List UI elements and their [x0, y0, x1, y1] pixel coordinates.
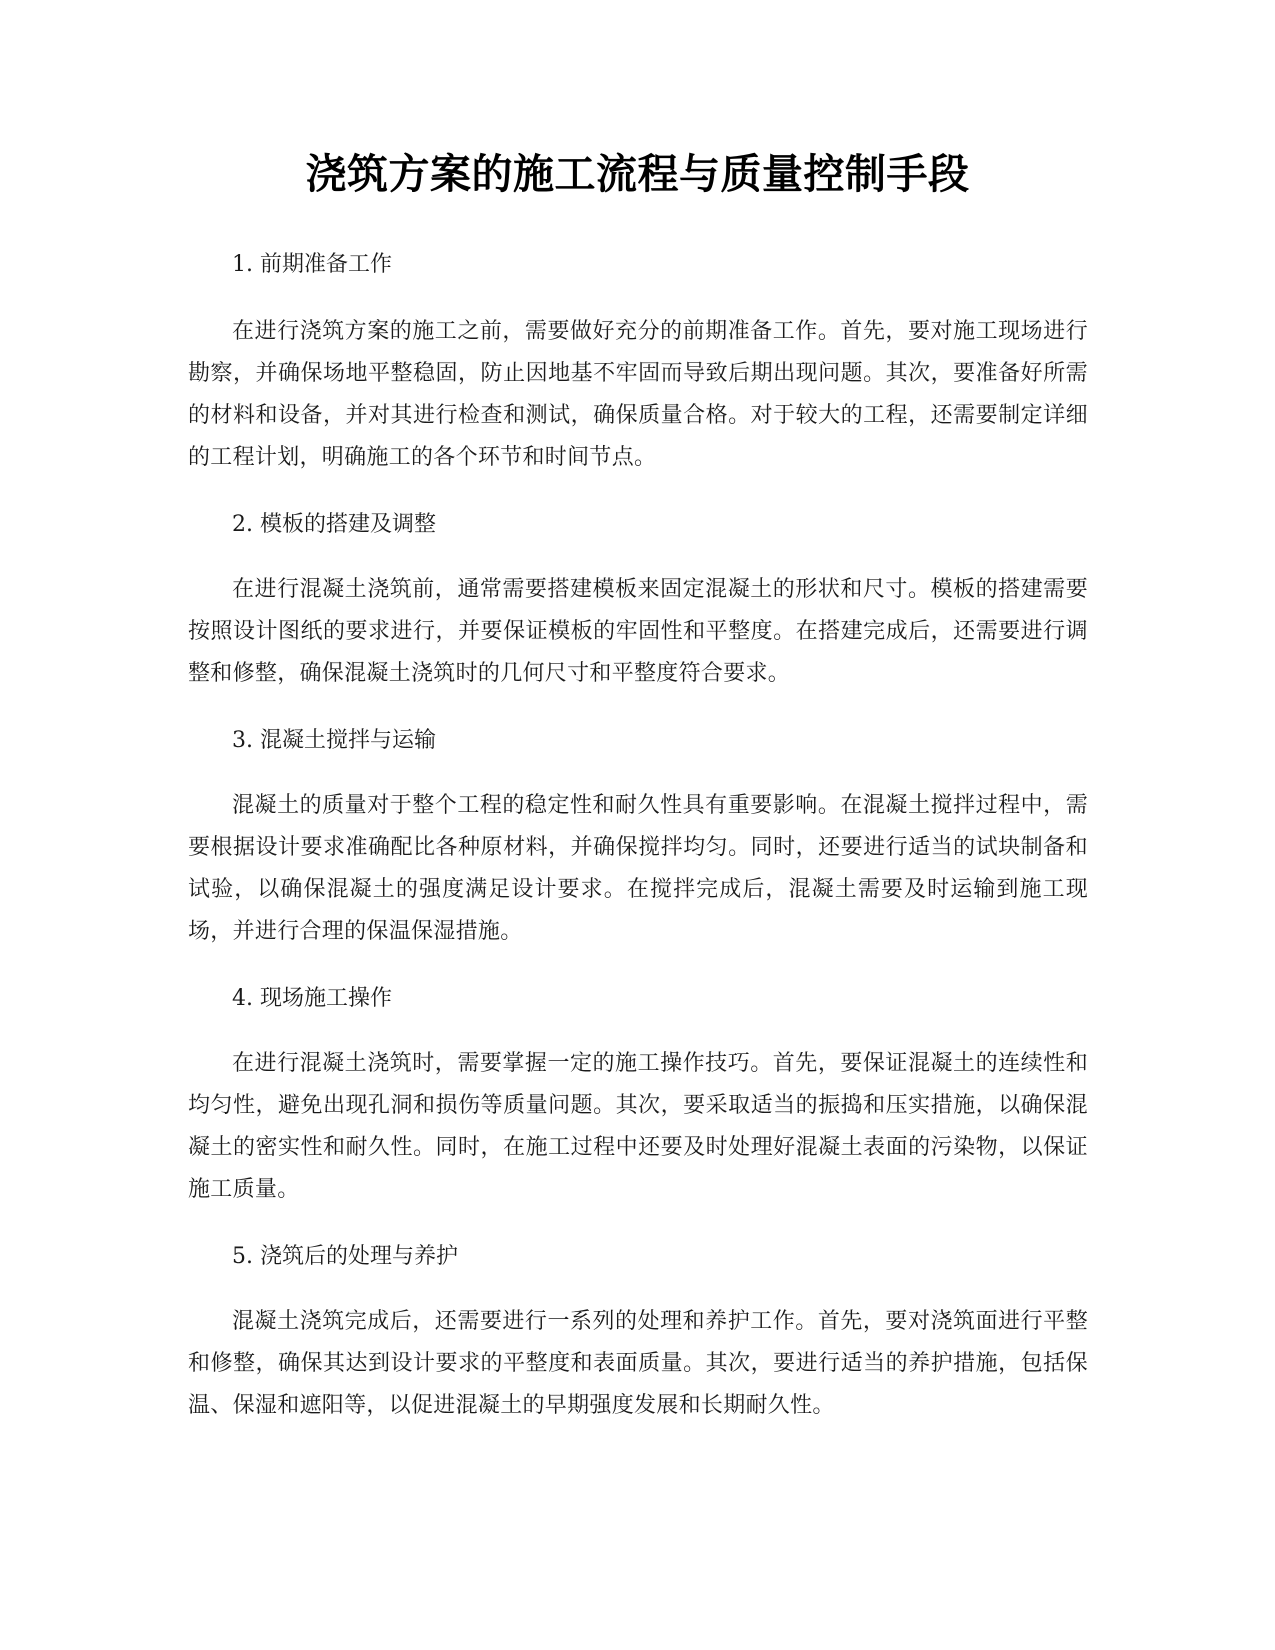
section-heading-formwork: 2. 模板的搭建及调整 [232, 512, 436, 537]
section-heading-mixing-transport: 3. 混凝土搅拌与运输 [232, 728, 436, 753]
section-paragraph-formwork: 在进行混凝土浇筑前，通常需要搭建模板来固定混凝土的形状和尺寸。模板的搭建需要按照设计图纸的要求进行，并要保证模板的牢固性和平整度。在搭建完成后，还需要进行调整和修整，确保混凝土浇筑时的几何尺寸和平整度符合要求。 [188, 577, 1088, 686]
section-paragraph-preparation: 在进行浇筑方案的施工之前，需要做好充分的前期准备工作。首先，要对施工现场进行勘察，并确保场地平整稳固，防止因地基不牢固而导致后期出现问题。其次，要准备好所需的材料和设备，并对其进行检查和测试，确保质量合格。对于较大的工程，还需要制定详细的工程计划，明确施工的各个环节和时间节点。 [188, 319, 1088, 470]
section-heading-preparation: 1. 前期准备工作 [232, 252, 392, 277]
section-paragraph-site-operation: 在进行混凝土浇筑时，需要掌握一定的施工操作技巧。首先，要保证混凝土的连续性和均匀性，避免出现孔洞和损伤等质量问题。其次，要采取适当的振捣和压实措施，以确保混凝土的密实性和耐久性。同时，在施工过程中还要及时处理好混凝土表面的污染物，以保证施工质量。 [188, 1051, 1088, 1202]
document-title: 浇筑方案的施工流程与质量控制手段 [305, 150, 970, 198]
section-paragraph-mixing-transport: 混凝土的质量对于整个工程的稳定性和耐久性具有重要影响。在混凝土搅拌过程中，需要根据设计要求准确配比各种原材料，并确保搅拌均匀。同时，还要进行适当的试块制备和试验，以确保混凝土的强度满足设计要求。在搅拌完成后，混凝土需要及时运输到施工现场，并进行合理的保温保湿措施。 [188, 793, 1088, 944]
section-paragraph-curing: 混凝土浇筑完成后，还需要进行一系列的处理和养护工作。首先，要对浇筑面进行平整和修整，确保其达到设计要求的平整度和表面质量。其次，要进行适当的养护措施，包括保温、保湿和遮阳等，以促进混凝土的早期强度发展和长期耐久性。 [188, 1309, 1088, 1418]
section-heading-site-operation: 4. 现场施工操作 [232, 986, 392, 1011]
section-heading-curing: 5. 浇筑后的处理与养护 [232, 1244, 458, 1269]
